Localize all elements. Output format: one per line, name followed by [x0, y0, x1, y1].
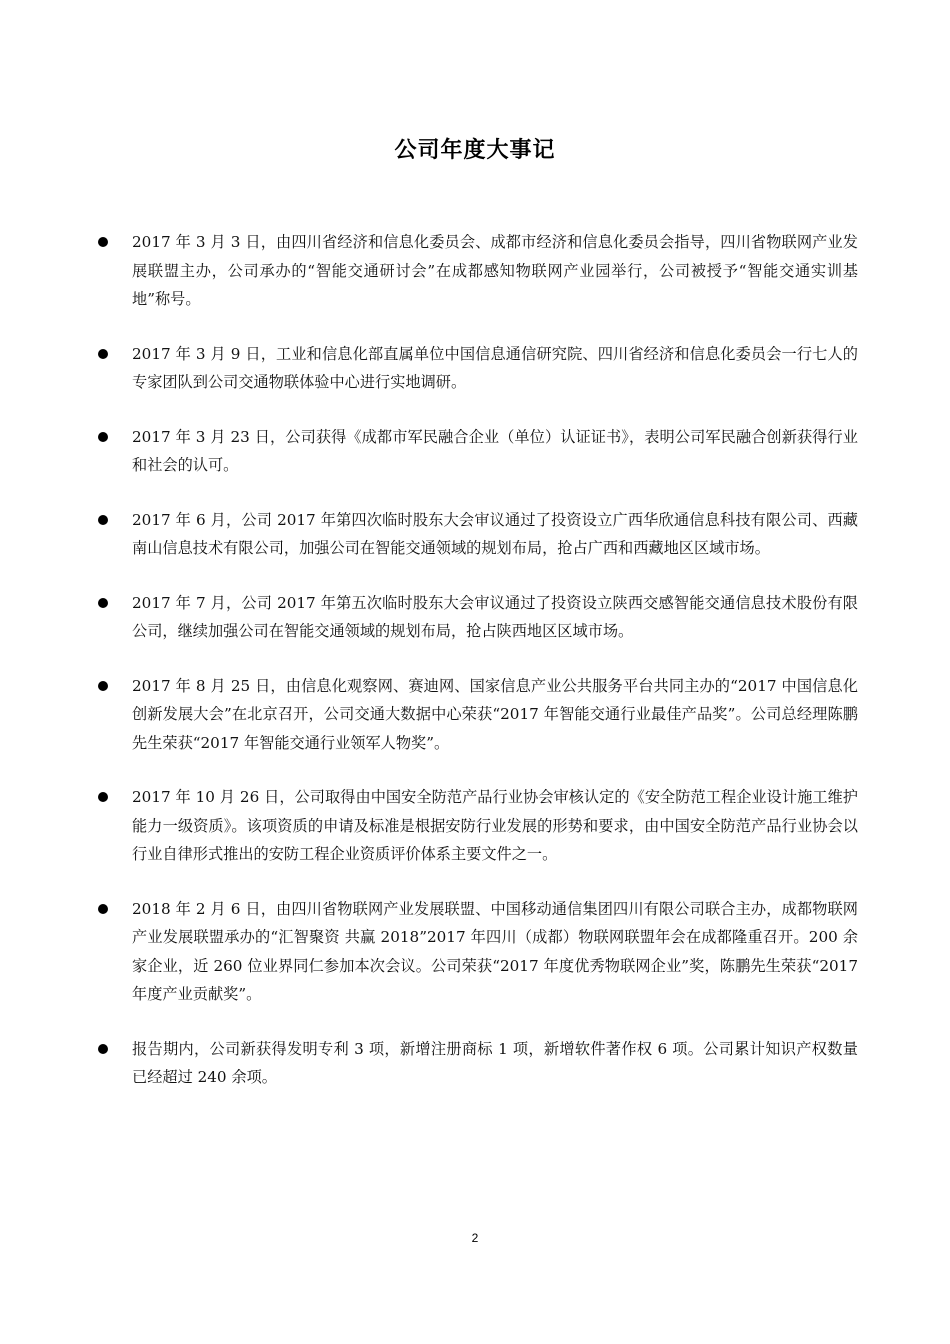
event-text: 报告期内，公司新获得发明专利 3 项，新增注册商标 1 项，新增软件著作权 6 项。公司累计知识产权数量已经超过 240 余项。 — [132, 1039, 858, 1086]
event-item — [98, 589, 858, 646]
bullet-icon — [98, 432, 108, 442]
event-item — [98, 783, 858, 869]
bullet-icon — [98, 237, 108, 247]
event-item — [98, 1035, 858, 1092]
bullet-icon — [98, 681, 108, 691]
event-text: 2017 年 6 月，公司 2017 年第四次临时股东大会审议通过了投资设立广西华欣通信息科技有限公司、西藏南山信息技术有限公司，加强公司在智能交通领域的规划布局，抢占广西和西藏地区区域市场。 — [132, 510, 858, 557]
event-item — [98, 340, 858, 397]
event-item — [98, 423, 858, 480]
bullet-icon — [98, 598, 108, 608]
bullet-icon — [98, 904, 108, 914]
event-text: 2017 年 8 月 25 日，由信息化观察网、赛迪网、国家信息产业公共服务平台共同主办的“2017 中国信息化创新发展大会”在北京召开，公司交通大数据中心荣获“2017 年智能交通行业最佳产品奖”。公司总经理陈鹏先生荣获“2017 年智能交通行业领军人物奖”。 — [132, 676, 858, 752]
event-item — [98, 672, 858, 758]
bullet-icon — [98, 1044, 108, 1054]
page-number: 2 — [471, 1231, 479, 1245]
event-item — [98, 895, 858, 1009]
event-text: 2017 年 3 月 23 日，公司获得《成都市军民融合企业（单位）认证证书》，表明公司军民融合创新获得行业和社会的认可。 — [132, 427, 858, 474]
event-text: 2017 年 3 月 3 日，由四川省经济和信息化委员会、成都市经济和信息化委员会指导，四川省物联网产业发展联盟主办，公司承办的“智能交通研讨会”在成都感知物联网产业园举行，公司被授予“智能交通实训基地”称号。 — [132, 233, 858, 308]
bullet-icon — [98, 792, 108, 802]
page-title: 公司年度大事记 — [394, 138, 556, 163]
bullet-icon — [98, 349, 108, 359]
event-item — [98, 228, 858, 314]
event-text: 2017 年 7 月，公司 2017 年第五次临时股东大会审议通过了投资设立陕西交感智能交通信息技术股份有限公司，继续加强公司在智能交通领域的规划布局，抢占陕西地区区域市场。 — [132, 593, 858, 640]
bullet-icon — [98, 515, 108, 525]
event-item — [98, 506, 858, 563]
event-text: 2017 年 3 月 9 日，工业和信息化部直属单位中国信息通信研究院、四川省经济和信息化委员会一行七人的专家团队到公司交通物联体验中心进行实地调研。 — [132, 344, 858, 391]
event-text: 2017 年 10 月 26 日，公司取得由中国安全防范产品行业协会审核认定的《安全防范工程企业设计施工维护能力一级资质》。该项资质的申请及标准是根据安防行业发展的形势和要求，由中国安全防范产品行业协会以行业自律形式推出的安防工程企业资质评价体系主要文件之一。 — [132, 788, 858, 863]
event-text: 2018 年 2 月 6 日，由四川省物联网产业发展联盟、中国移动通信集团四川有限公司联合主办，成都物联网产业发展联盟承办的“汇智聚资 共赢 2018”2017 年四川（成都）物联网联盟年会在成都隆重召开。200 余家企业，近 260 位业界同仁参加本次会议。公司荣获“2017 年度优秀物联网企业”奖，陈鹏先生荣获“2017 年度产业贡献奖”。 — [132, 899, 858, 1003]
event-list — [98, 228, 858, 1118]
